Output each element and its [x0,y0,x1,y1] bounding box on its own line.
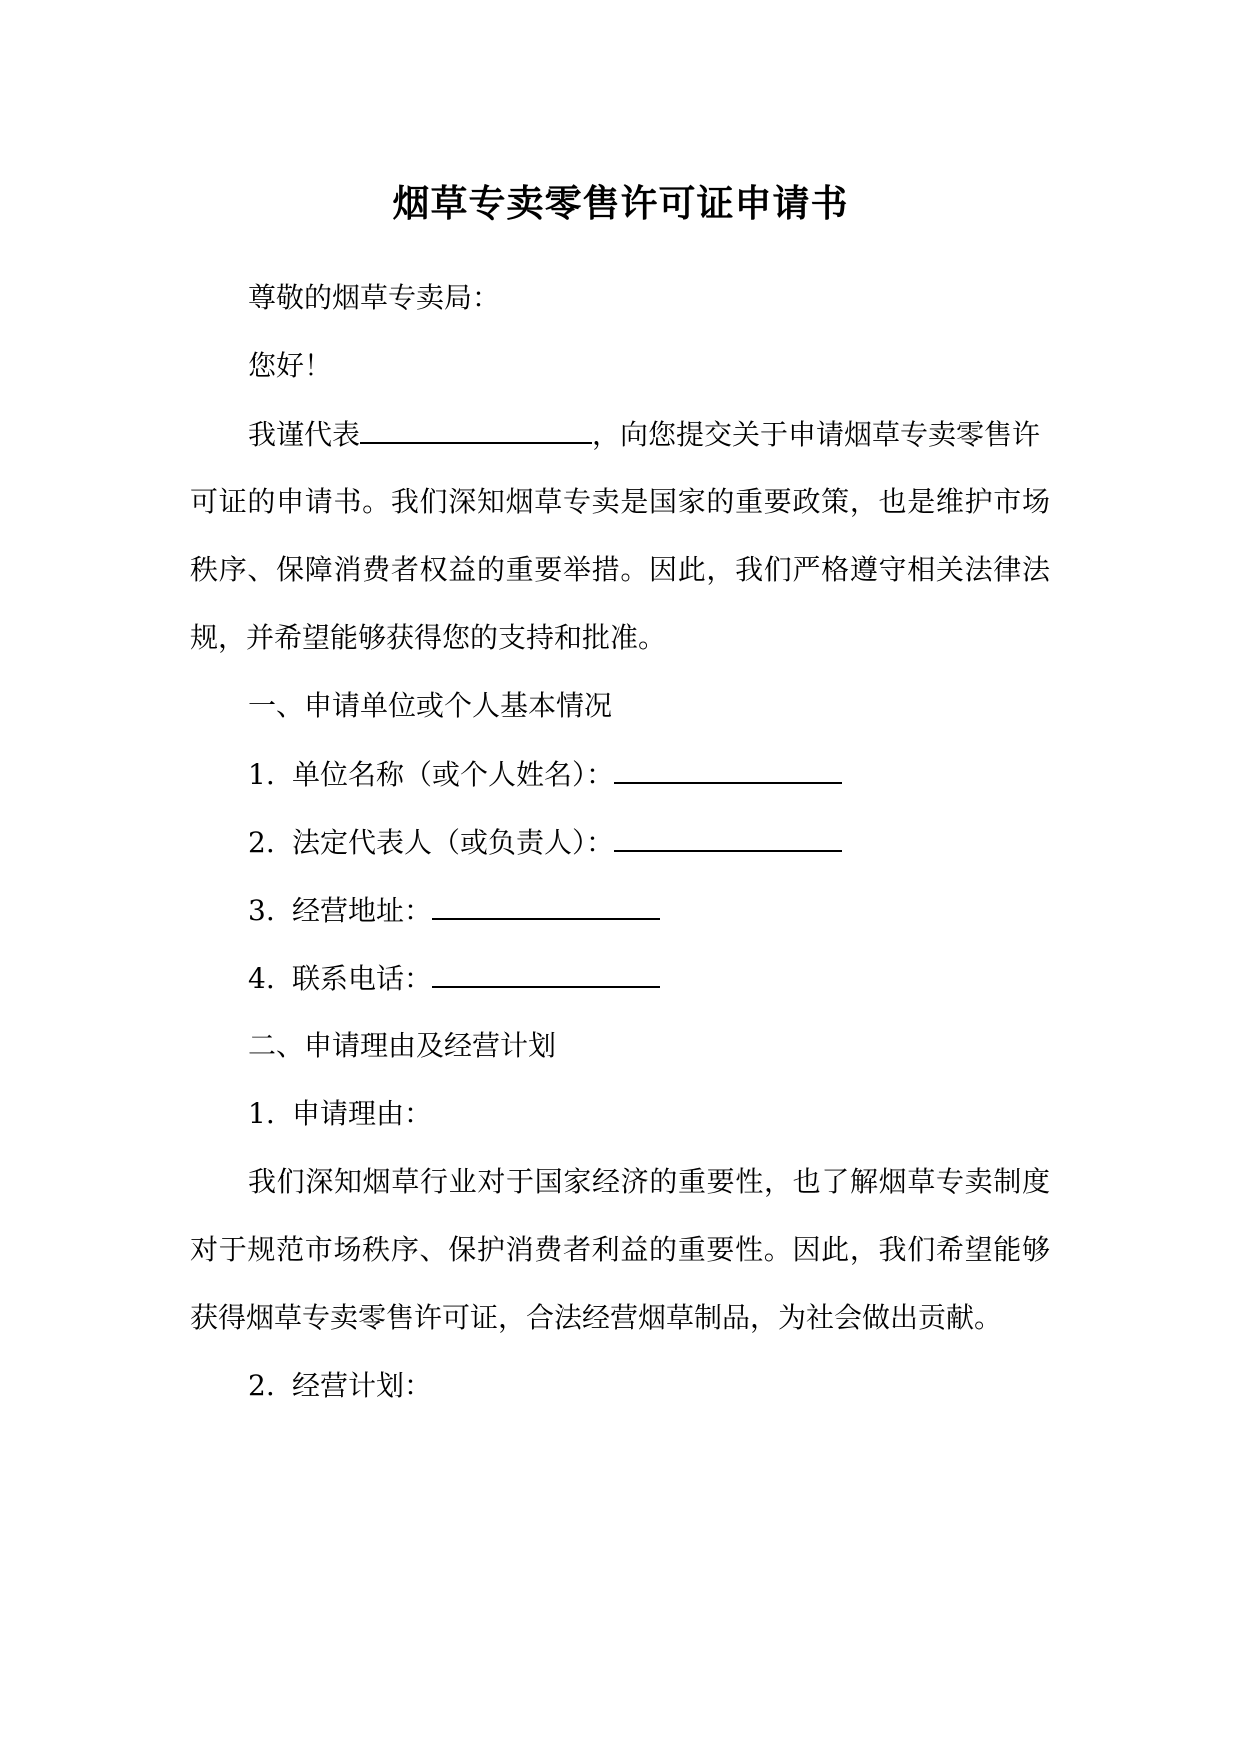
section-2-item-2 [248,1366,432,1406]
intro-line-3: 秩序、保障消费者权益的重要举措。因此，我们严格遵守相关法律法 [190,553,1050,586]
phone-blank [432,958,660,988]
section-1-item-3 [248,890,660,931]
section-2-heading: 二、申请理由及经营计划 [248,1029,557,1062]
greeting: 您好！ [248,349,333,382]
intro-line-2: 可证的申请书。我们深知烟草专卖是国家的重要政策，也是维护市场 [190,485,1050,518]
section-2-item-1 [248,1094,432,1134]
section-1-item-4 [248,958,660,999]
item-number: 3. [248,894,275,927]
section-1-item-1 [248,754,842,795]
address-blank [432,890,660,920]
legal-rep-blank [614,822,842,852]
item-label: 法定代表人（或负责人）： [292,826,615,859]
item-label: 申请理由： [292,1097,433,1130]
salutation: 尊敬的烟草专卖局： [248,281,501,314]
section-1-item-2 [248,822,842,863]
reason-line-2: 对于规范市场秩序、保护消费者利益的重要性。因此，我们希望能够 [190,1233,1050,1266]
section-1-heading: 一、申请单位或个人基本情况 [248,689,613,722]
reason-line-3: 获得烟草专卖零售许可证，合法经营烟草制品，为社会做出贡献。 [190,1301,1003,1334]
item-label: 经营地址： [292,894,433,927]
unit-name-blank [614,754,842,784]
intro-suffix: ，向您提交关于申请烟草专卖零售许 [592,418,1041,451]
intro-line-1 [248,414,1040,455]
document-title: 烟草专卖零售许可证申请书 [392,181,849,225]
item-label: 联系电话： [292,962,433,995]
item-number: 2. [248,1369,275,1402]
item-label: 单位名称（或个人姓名）： [292,758,615,791]
representative-blank [360,414,592,444]
item-number: 1. [248,758,275,791]
item-number: 2. [248,826,275,859]
intro-prefix: 我谨代表 [248,418,361,451]
item-number: 1. [248,1097,275,1130]
item-label: 经营计划： [292,1369,433,1402]
intro-line-4: 规，并希望能够获得您的支持和批准。 [190,621,667,654]
reason-line-1: 我们深知烟草行业对于国家经济的重要性，也了解烟草专卖制度 [248,1165,1050,1198]
item-number: 4. [248,962,275,995]
